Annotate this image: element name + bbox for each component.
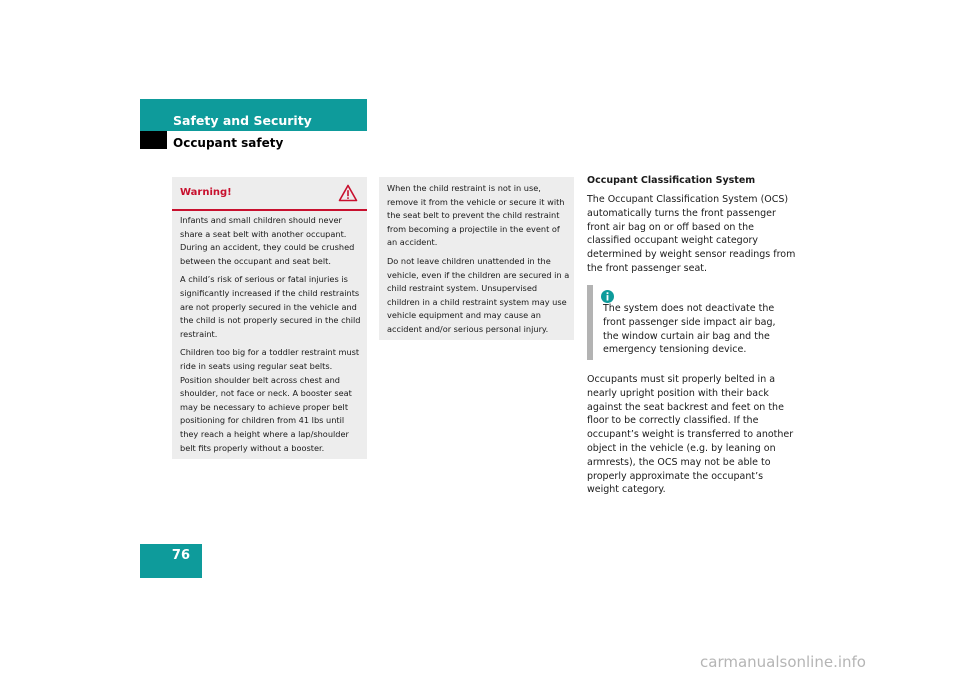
warning-header (172, 177, 367, 211)
warning-box (172, 177, 367, 459)
warning-triangle-icon (338, 184, 358, 206)
ocs-section (587, 174, 797, 276)
warning-paragraph: A child’s risk of serious or fatal injuries is significantly increased if the child restraints are not properly secured in the vehicle and the child is not properly secured in the child restraint. (180, 274, 361, 339)
warning-title: Warning! (180, 187, 232, 198)
subsection-title: Occupant safety (173, 136, 284, 150)
page-number: 76 (171, 548, 190, 563)
warning-paragraph: When the child restraint is not in use, remove it from the vehicle or secure it with the seat belt to prevent the child restraint from becoming a projectile in the event of an accident. (387, 183, 565, 248)
page-number-box (140, 544, 202, 578)
warning-continued-box (379, 177, 574, 340)
ocs-paragraph-2 (587, 373, 797, 497)
warning-continued-body (387, 182, 571, 342)
watermark-text: carmanualsonline.info (700, 653, 866, 671)
ocs-intro: The Occupant Classification System (OCS) automatically turns the front passenger front air bag on or off based on the classified occupant weight category determined by weight sensor readings from the front passenger seat. (587, 194, 796, 274)
warning-paragraph: Infants and small children should never share a seat belt with another occupant. During an accident, they could be crushed between the occupant and seat belt. (180, 215, 355, 266)
ocs-title: Occupant Classification System (587, 175, 756, 186)
info-note-bar (587, 285, 593, 360)
section-marker (140, 131, 167, 149)
warning-body (180, 214, 364, 460)
ocs-body-text: Occupants must sit properly belted in a nearly upright position with their back against the seat backrest and feet on the floor to be correctly classified. If the occupant’s weight is transferred to another object in the vehicle (e.g. by leaning on armrests), the OCS may not be able to properly approximate the occupant’s weight category. (587, 374, 794, 496)
warning-paragraph: Children too big for a toddler restraint must ride in seats using regular seat belts. Position shoulder belt across chest and shoulder, not face or neck. A booster seat may be necessary to achieve proper belt positioning for children from 41 lbs until they reach a height where a lap/shoulder belt fits properly without a booster. (180, 347, 360, 453)
info-note (587, 285, 787, 360)
warning-paragraph: Do not leave children unattended in the vehicle, even if the children are secured in a child restraint system. Unsupervised children in a child restraint system may use vehicle equipment and may cause an accident and/or serious personal injury. (387, 255, 570, 334)
info-note-text: The system does not deactivate the front passenger side impact air bag, the window curtain air bag and the emergency tensioning device. (603, 303, 776, 356)
section-title: Safety and Security (173, 113, 312, 128)
